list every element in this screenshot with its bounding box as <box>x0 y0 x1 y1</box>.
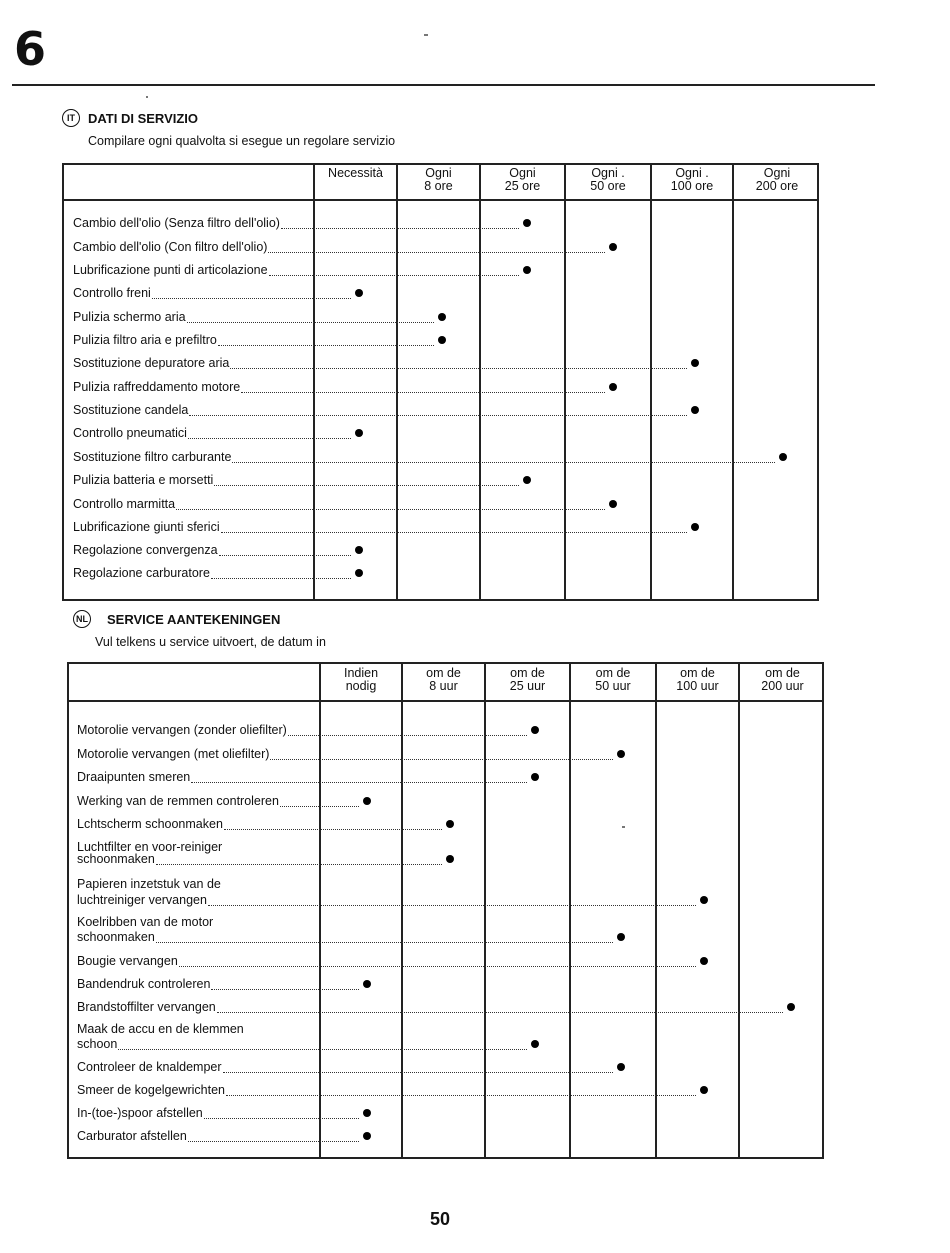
interval-marker-dot <box>523 266 531 274</box>
column-divider <box>396 165 398 599</box>
interval-marker-dot <box>355 569 363 577</box>
dotted-leader <box>270 759 613 760</box>
dotted-leader <box>191 782 527 783</box>
dotted-leader <box>187 322 434 323</box>
column-header <box>565 167 651 193</box>
column-divider <box>650 165 652 599</box>
column-header <box>656 667 739 693</box>
interval-marker-dot <box>700 1086 708 1094</box>
interval-marker-dot <box>363 1132 371 1140</box>
maintenance-task-label: Smeer de kogelgewrichten <box>77 1083 225 1097</box>
maintenance-task-label: schoonmaken <box>77 852 155 866</box>
column-divider <box>732 165 734 599</box>
service-table <box>67 662 824 1159</box>
column-header-line: Ogni <box>763 166 791 180</box>
header-divider <box>64 199 817 201</box>
section-title: DATI DI SERVIZIO <box>88 111 199 126</box>
column-header-line: 25 uur <box>509 679 546 693</box>
interval-marker-dot <box>691 406 699 414</box>
maintenance-task-label: Controllo pneumatici <box>73 426 187 440</box>
column-header-line: 50 ore <box>590 179 626 193</box>
maintenance-task-label: Pulizia schermo aria <box>73 310 186 324</box>
column-header-line: 100 uur <box>676 679 719 693</box>
maintenance-task-label: Maak de accu en de klemmen <box>77 1022 244 1036</box>
scan-mark <box>424 34 428 36</box>
column-header-line: Necessità <box>328 166 383 180</box>
dotted-leader <box>189 415 687 416</box>
dotted-leader <box>268 252 605 253</box>
maintenance-task-label: Lchtscherm schoonmaken <box>77 817 223 831</box>
column-header-line: nodig <box>345 679 377 693</box>
interval-marker-dot <box>609 243 617 251</box>
maintenance-task-label: Papieren inzetstuk van de <box>77 877 221 891</box>
dotted-leader <box>211 989 359 990</box>
maintenance-task-label: Controllo marmitta <box>73 497 176 511</box>
interval-marker-dot <box>523 476 531 484</box>
column-header <box>402 667 485 693</box>
dotted-leader <box>208 905 696 906</box>
column-header <box>320 667 402 693</box>
maintenance-task-label: Sostituzione filtro carburante <box>73 450 232 464</box>
dotted-leader <box>269 275 519 276</box>
column-header-line: om de <box>680 666 715 680</box>
dotted-leader <box>219 555 351 556</box>
dotted-leader <box>224 829 442 830</box>
dotted-leader <box>188 1141 359 1142</box>
page-number: 50 <box>429 1209 451 1229</box>
column-divider <box>564 165 566 599</box>
maintenance-task-label: Motorolie vervangen (zonder oliefilter) <box>77 723 287 737</box>
column-divider <box>484 664 486 1157</box>
column-header-line: om de <box>510 666 545 680</box>
column-divider <box>401 664 403 1157</box>
dotted-leader <box>280 806 359 807</box>
column-header <box>480 167 565 193</box>
column-header-line: Indien <box>343 666 379 680</box>
maintenance-task-label: Controleer de knaldemper <box>77 1060 222 1074</box>
dotted-leader <box>176 509 605 510</box>
column-header-line: Ogni . <box>591 166 625 180</box>
maintenance-task-label: Lubrificazione punti di articolazione <box>73 263 268 277</box>
column-divider <box>569 664 571 1157</box>
scan-mark <box>622 826 625 828</box>
interval-marker-dot <box>363 980 371 988</box>
service-table <box>62 163 819 601</box>
interval-marker-dot <box>531 726 539 734</box>
dotted-leader <box>241 392 605 393</box>
interval-marker-dot <box>617 1063 625 1071</box>
interval-marker-dot <box>363 1109 371 1117</box>
dotted-leader <box>281 228 519 229</box>
maintenance-task-label: In-(toe-)spoor afstellen <box>77 1106 203 1120</box>
column-divider <box>319 664 321 1157</box>
column-header <box>314 167 397 180</box>
column-divider <box>479 165 481 599</box>
language-badge-icon: NL <box>73 610 91 628</box>
dotted-leader <box>226 1095 696 1096</box>
maintenance-task-label: Bandendruk controleren <box>77 977 211 991</box>
column-divider <box>655 664 657 1157</box>
dotted-leader <box>118 1049 527 1050</box>
column-header-line: 8 uur <box>429 679 458 693</box>
interval-marker-dot <box>438 336 446 344</box>
column-header-line: om de <box>595 666 631 680</box>
column-divider <box>313 165 315 599</box>
maintenance-task-label: Werking van de remmen controleren <box>77 794 279 808</box>
maintenance-task-label: Sostituzione candela <box>73 403 189 417</box>
interval-marker-dot <box>700 957 708 965</box>
maintenance-task-label: luchtreiniger vervangen <box>77 893 207 907</box>
column-header <box>651 167 733 193</box>
column-header-line: 100 ore <box>670 179 714 193</box>
interval-marker-dot <box>617 750 625 758</box>
column-header-line: 200 uur <box>761 679 804 693</box>
dotted-leader <box>288 735 527 736</box>
maintenance-task-label: Cambio dell'olio (Con filtro dell'olio) <box>73 240 268 254</box>
interval-marker-dot <box>531 773 539 781</box>
maintenance-task-label: Luchtfilter en voor-reiniger <box>77 840 223 854</box>
maintenance-task-label: Controllo freni <box>73 286 151 300</box>
column-header-line: om de <box>426 666 461 680</box>
column-header <box>739 667 826 693</box>
column-header <box>733 167 821 193</box>
interval-marker-dot <box>363 797 371 805</box>
interval-marker-dot <box>691 523 699 531</box>
maintenance-task-label: schoon <box>77 1037 118 1051</box>
dotted-leader <box>152 298 351 299</box>
section-subtitle: Vul telkens u service uitvoert, de datum in <box>95 635 326 649</box>
maintenance-task-label: Sostituzione depuratore aria <box>73 356 230 370</box>
dotted-leader <box>179 966 696 967</box>
maintenance-task-label: Pulizia batteria e morsetti <box>73 473 214 487</box>
interval-marker-dot <box>617 933 625 941</box>
interval-marker-dot <box>523 219 531 227</box>
dotted-leader <box>232 462 775 463</box>
scan-mark <box>146 96 148 98</box>
interval-marker-dot <box>355 546 363 554</box>
column-header-line: 25 ore <box>504 179 541 193</box>
maintenance-task-label: Carburator afstellen <box>77 1129 187 1143</box>
language-badge-icon: IT <box>62 109 80 127</box>
maintenance-task-label: Cambio dell'olio (Senza filtro dell'olio) <box>73 216 280 230</box>
column-header-line: Ogni <box>425 166 452 180</box>
dotted-leader <box>214 485 519 486</box>
interval-marker-dot <box>609 500 617 508</box>
interval-marker-dot <box>355 429 363 437</box>
section-subtitle: Compilare ogni qualvolta si esegue un regolare servizio <box>88 134 396 148</box>
maintenance-task-label: Brandstoffilter vervangen <box>77 1000 216 1014</box>
interval-marker-dot <box>787 1003 795 1011</box>
interval-marker-dot <box>700 896 708 904</box>
column-header-line: om de <box>765 666 800 680</box>
maintenance-task-label: Koelribben van de motor <box>77 915 214 929</box>
section-title: SERVICE AANTEKENINGEN <box>107 612 281 627</box>
dotted-leader <box>221 532 687 533</box>
maintenance-task-label: Draaipunten smeren <box>77 770 191 784</box>
column-header <box>397 167 480 193</box>
header-rule <box>12 84 875 86</box>
maintenance-task-label: Regolazione convergenza <box>73 543 218 557</box>
chapter-number: 6 <box>14 22 47 76</box>
column-header-line: Ogni . <box>675 166 709 180</box>
header-divider <box>69 700 822 702</box>
maintenance-task-label: Pulizia filtro aria e prefiltro <box>73 333 217 347</box>
interval-marker-dot <box>531 1040 539 1048</box>
interval-marker-dot <box>609 383 617 391</box>
maintenance-task-label: Pulizia raffreddamento motore <box>73 380 241 394</box>
interval-marker-dot <box>355 289 363 297</box>
interval-marker-dot <box>438 313 446 321</box>
column-header-line: 8 ore <box>424 179 453 193</box>
column-divider <box>738 664 740 1157</box>
maintenance-task-label: schoonmaken <box>77 930 155 944</box>
dotted-leader <box>218 345 434 346</box>
interval-marker-dot <box>691 359 699 367</box>
column-header-line: 50 uur <box>595 679 631 693</box>
column-header <box>485 667 570 693</box>
column-header-line: Ogni <box>509 166 536 180</box>
maintenance-task-label: Bougie vervangen <box>77 954 178 968</box>
maintenance-task-label: Motorolie vervangen (met oliefilter) <box>77 747 270 761</box>
dotted-leader <box>223 1072 613 1073</box>
column-header-line: 200 ore <box>755 179 799 193</box>
maintenance-task-label: Regolazione carburatore <box>73 566 210 580</box>
interval-marker-dot <box>446 820 454 828</box>
interval-marker-dot <box>779 453 787 461</box>
dotted-leader <box>188 438 351 439</box>
column-header <box>570 667 656 693</box>
dotted-leader <box>211 578 351 579</box>
dotted-leader <box>156 864 442 865</box>
dotted-leader <box>217 1012 783 1013</box>
dotted-leader <box>156 942 613 943</box>
dotted-leader <box>204 1118 359 1119</box>
maintenance-task-label: Lubrificazione giunti sferici <box>73 520 220 534</box>
dotted-leader <box>230 368 687 369</box>
interval-marker-dot <box>446 855 454 863</box>
